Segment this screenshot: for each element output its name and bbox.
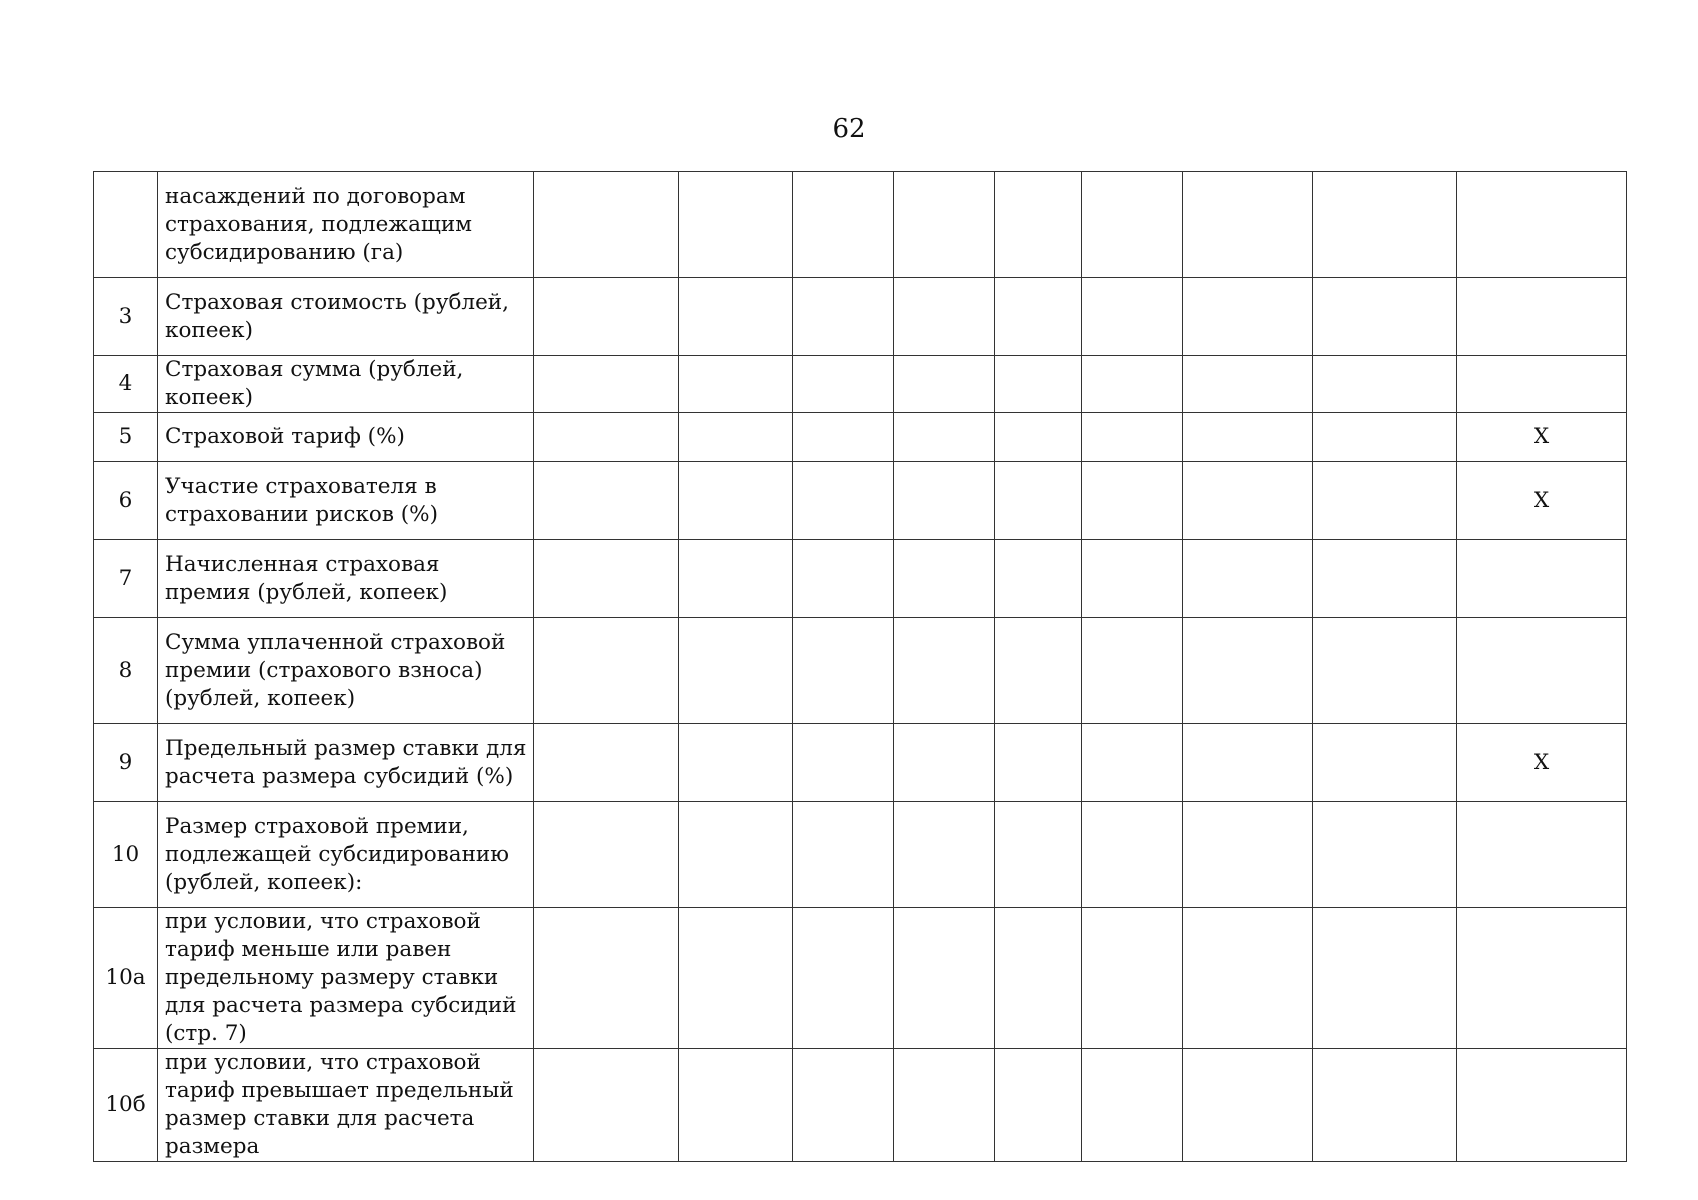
table-row: [94, 802, 1627, 908]
data-cell: [995, 462, 1082, 540]
row-number: 6: [94, 462, 158, 540]
table-row: [94, 908, 1627, 1049]
data-cell: [679, 462, 793, 540]
last-column-cell: [1457, 278, 1627, 356]
last-column-cell: [1457, 172, 1627, 278]
data-cell: [894, 724, 995, 802]
data-cell: [679, 908, 793, 1049]
table-row: [94, 618, 1627, 724]
data-cell: [679, 540, 793, 618]
data-cell: [1183, 1049, 1313, 1162]
data-cell: [793, 1049, 894, 1162]
data-cell: [894, 356, 995, 413]
data-cell: [1082, 1049, 1183, 1162]
data-cell: [679, 172, 793, 278]
data-cell: [534, 462, 679, 540]
row-label: Сумма уплаченной страховой премии (страхового взноса) (рублей, копеек): [158, 618, 534, 724]
data-cell: [793, 540, 894, 618]
data-cell: [1313, 908, 1457, 1049]
last-column-cell: [1457, 618, 1627, 724]
table-row: [94, 278, 1627, 356]
data-cell: [1313, 540, 1457, 618]
data-cell: [1082, 413, 1183, 462]
data-cell: [1082, 462, 1183, 540]
data-cell: [1313, 278, 1457, 356]
row-number: 8: [94, 618, 158, 724]
data-cell: [1183, 540, 1313, 618]
data-cell: [1183, 462, 1313, 540]
data-cell: [534, 413, 679, 462]
data-cell: [679, 618, 793, 724]
data-cell: [894, 1049, 995, 1162]
data-cell: [534, 278, 679, 356]
data-cell: [894, 462, 995, 540]
table-row: [94, 462, 1627, 540]
row-number: 7: [94, 540, 158, 618]
data-cell: [995, 802, 1082, 908]
data-cell: [1313, 413, 1457, 462]
data-cell: [679, 724, 793, 802]
row-label: Страховая сумма (рублей, копеек): [158, 356, 534, 413]
row-label: Предельный размер ставки для расчета размера субсидий (%): [158, 724, 534, 802]
last-column-cell: [1457, 356, 1627, 413]
data-cell: [793, 462, 894, 540]
data-cell: [1082, 540, 1183, 618]
data-cell: [894, 618, 995, 724]
row-number: 10: [94, 802, 158, 908]
data-cell: [894, 540, 995, 618]
data-cell: [534, 908, 679, 1049]
table-row: [94, 1049, 1627, 1162]
data-cell: [995, 908, 1082, 1049]
data-cell: [1313, 1049, 1457, 1162]
table-row: [94, 724, 1627, 802]
last-column-cell: [1457, 802, 1627, 908]
data-cell: [1313, 172, 1457, 278]
data-cell: [679, 278, 793, 356]
last-column-cell: Х: [1457, 724, 1627, 802]
last-column-cell: [1457, 908, 1627, 1049]
data-cell: [1313, 724, 1457, 802]
row-number: 5: [94, 413, 158, 462]
data-cell: [1082, 802, 1183, 908]
data-cell: [793, 802, 894, 908]
row-number: 9: [94, 724, 158, 802]
last-column-cell: [1457, 1049, 1627, 1162]
page-number: 62: [832, 114, 866, 144]
row-label: Размер страховой премии, подлежащей субсидированию (рублей, копеек):: [158, 802, 534, 908]
data-cell: [793, 172, 894, 278]
data-cell: [1183, 724, 1313, 802]
data-cell: [995, 540, 1082, 618]
data-cell: [793, 618, 894, 724]
data-cell: [679, 413, 793, 462]
row-label: Страховая стоимость (рублей, копеек): [158, 278, 534, 356]
data-cell: [894, 802, 995, 908]
data-cell: [1183, 802, 1313, 908]
data-cell: [894, 413, 995, 462]
data-cell: [995, 172, 1082, 278]
table-row: [94, 356, 1627, 413]
row-label: при условии, что страховой тариф превышает предельный размер ставки для расчета размера: [158, 1049, 534, 1162]
row-number: 4: [94, 356, 158, 413]
data-cell: [995, 1049, 1082, 1162]
data-cell: [995, 413, 1082, 462]
row-label: насаждений по договорам страхования, подлежащим субсидированию (га): [158, 172, 534, 278]
data-cell: [995, 278, 1082, 356]
table-body: [94, 172, 1627, 1162]
data-cell: [534, 724, 679, 802]
row-number: 10б: [94, 1049, 158, 1162]
data-cell: [995, 356, 1082, 413]
data-cell: [1183, 172, 1313, 278]
data-cell: [534, 172, 679, 278]
table-row: [94, 172, 1627, 278]
data-cell: [1183, 908, 1313, 1049]
data-cell: [679, 802, 793, 908]
data-cell: [534, 802, 679, 908]
data-cell: [793, 413, 894, 462]
data-cell: [995, 724, 1082, 802]
data-cell: [894, 908, 995, 1049]
document-table: [93, 171, 1627, 1162]
data-cell: [534, 540, 679, 618]
data-cell: [679, 1049, 793, 1162]
row-label: Начисленная страховая премия (рублей, копеек): [158, 540, 534, 618]
row-label: Участие страхователя в страховании рисков (%): [158, 462, 534, 540]
data-cell: [534, 1049, 679, 1162]
data-cell: [894, 278, 995, 356]
last-column-cell: Х: [1457, 413, 1627, 462]
data-cell: [894, 172, 995, 278]
data-cell: [1183, 413, 1313, 462]
data-cell: [1082, 724, 1183, 802]
data-cell: [1313, 618, 1457, 724]
data-cell: [534, 618, 679, 724]
data-cell: [1082, 618, 1183, 724]
last-column-cell: Х: [1457, 462, 1627, 540]
data-cell: [793, 278, 894, 356]
data-cell: [534, 356, 679, 413]
row-label: при условии, что страховой тариф меньше или равен предельному размеру ставки для расчета размера субсидий (стр. 7): [158, 908, 534, 1049]
data-cell: [1183, 356, 1313, 413]
data-cell: [995, 618, 1082, 724]
data-cell: [1082, 172, 1183, 278]
last-column-cell: [1457, 540, 1627, 618]
data-cell: [1082, 356, 1183, 413]
data-cell: [1082, 908, 1183, 1049]
row-number: 3: [94, 278, 158, 356]
data-cell: [793, 724, 894, 802]
row-number: 10а: [94, 908, 158, 1049]
data-cell: [1313, 462, 1457, 540]
table-row: [94, 540, 1627, 618]
data-cell: [1082, 278, 1183, 356]
row-number: [94, 172, 158, 278]
data-cell: [1183, 618, 1313, 724]
data-cell: [793, 908, 894, 1049]
data-cell: [793, 356, 894, 413]
data-cell: [1313, 802, 1457, 908]
data-cell: [679, 356, 793, 413]
data-cell: [1313, 356, 1457, 413]
table-row: [94, 413, 1627, 462]
data-cell: [1183, 278, 1313, 356]
row-label: Страховой тариф (%): [158, 413, 534, 462]
